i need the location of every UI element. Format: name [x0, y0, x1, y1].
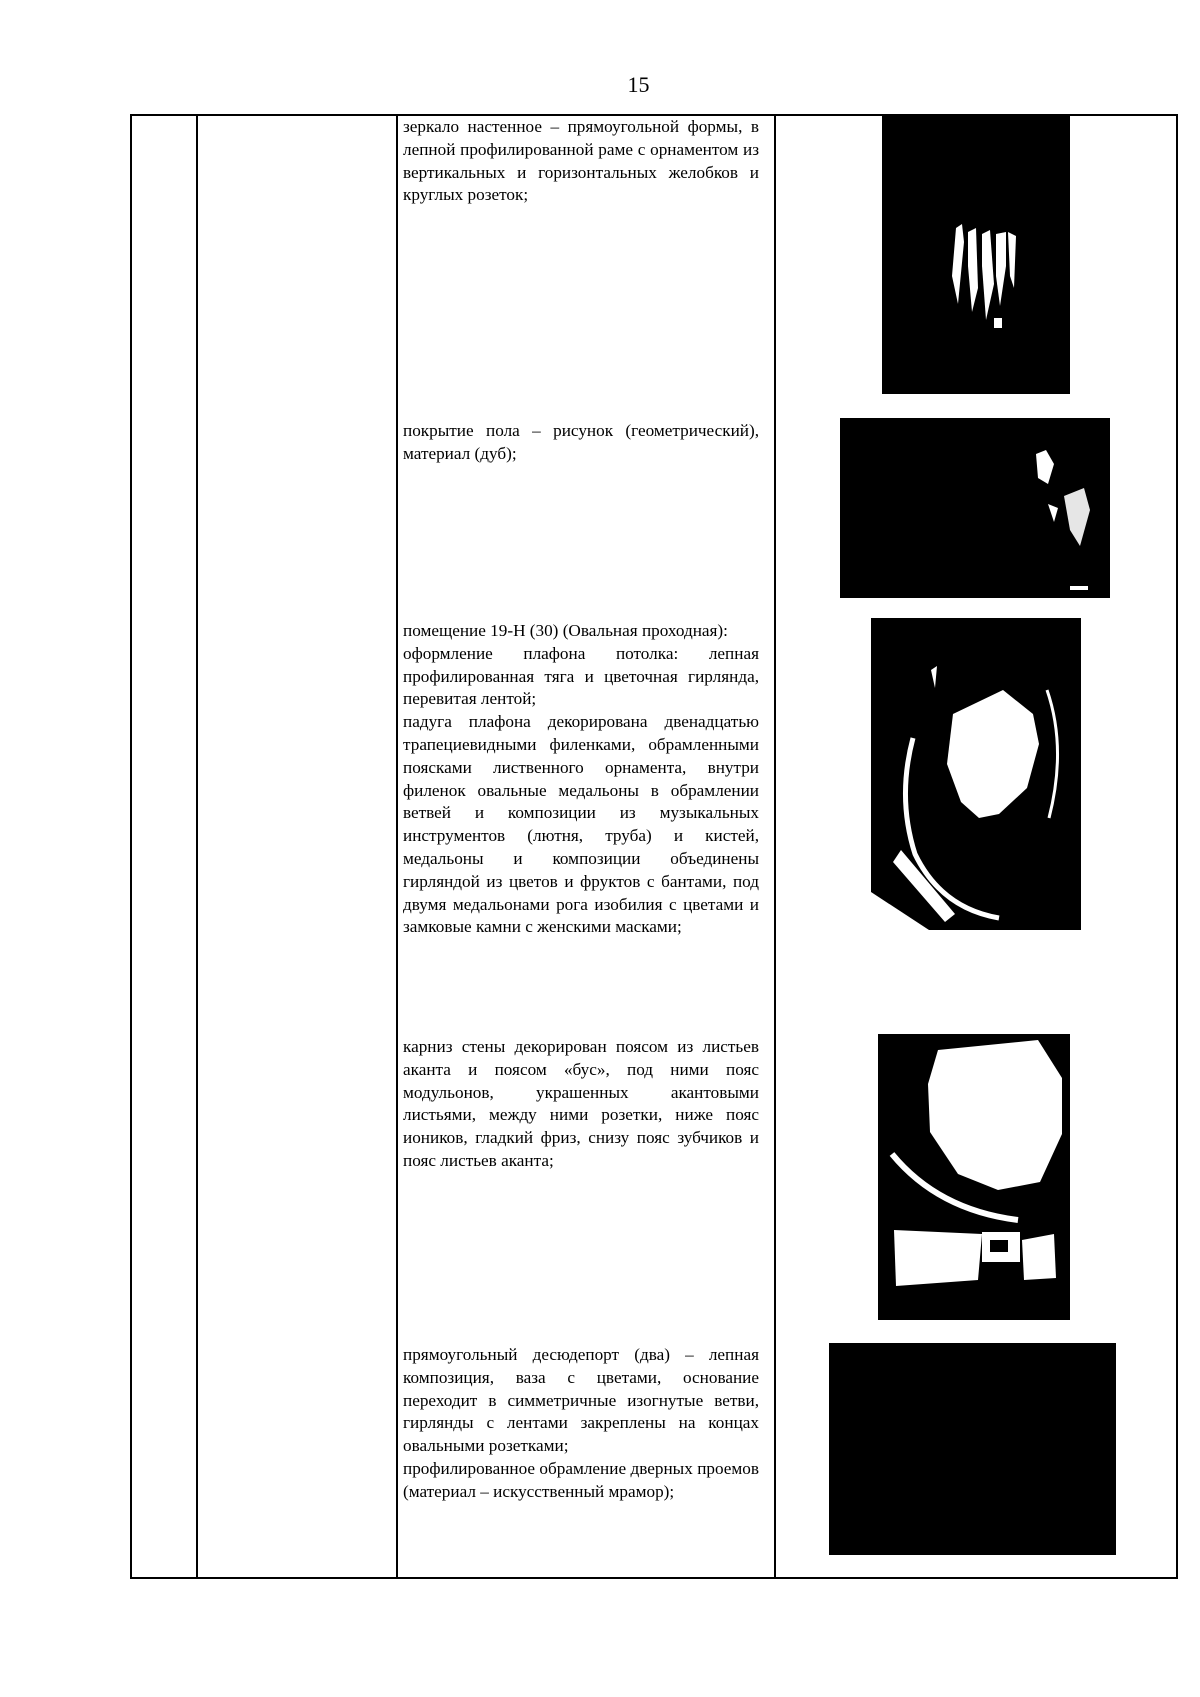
description-ceiling: [403, 620, 759, 939]
description-paragraph: профилированное обрамление дверных проемов (материал – искусственный мрамор);: [403, 1458, 759, 1501]
column-divider: [774, 116, 776, 1577]
description-mirror: [403, 116, 759, 207]
description-paragraph: карниз стены декорирован поясом из листьев аканта и поясом «бус», под ними пояс модульонов, украшенных акантовыми листьями, между ними розетки, ниже пояс иоников, гладкий фриз, снизу пояс зубчиков и пояс листьев аканта;: [403, 1037, 759, 1170]
description-cornice: [403, 1036, 759, 1173]
description-paragraph: оформление плафона потолка: лепная профилированная тяга и цветочная гирлянда, перевитая лентой;: [403, 643, 759, 709]
description-floor: [403, 420, 759, 466]
description-overdoor: [403, 1344, 759, 1504]
description-paragraph: зеркало настенное – прямоугольной формы, в лепной профилированной раме с орнаментом из вертикальных и горизонтальных желобков и круглых розеток;: [403, 117, 759, 205]
page-number: 15: [627, 72, 650, 97]
description-paragraph: помещение 19-Н (30) (Овальная проходная):: [403, 621, 728, 640]
mirror-photo: [882, 116, 1070, 394]
overdoor-photo: [829, 1343, 1116, 1555]
ceiling-photo: [871, 618, 1081, 930]
column-divider: [396, 116, 398, 1577]
floor-photo: [840, 418, 1110, 598]
column-divider: [196, 116, 198, 1577]
description-paragraph: покрытие пола – рисунок (геометрический), материал (дуб);: [403, 421, 759, 463]
cornice-photo: [878, 1034, 1070, 1320]
description-paragraph: падуга плафона декорирована двенадцатью трапециевидными филенками, обрамленными поясками лиственного орнамента, внутри филенок овальные медальоны в обрамлении ветвей и композиции из музыкальных инструментов (лютня, труба) и кистей, медальоны и композиции объединены гирляндой из цветов и фруктов с бантами, под двумя медальонами рога изобилия с цветами и замковые камни с женскими масками;: [403, 712, 759, 937]
description-paragraph: прямоугольный десюдепорт (два) – лепная композиция, ваза с цветами, основание переходит в симметричные изогнутые ветви, гирлянды с лентами закреплены на концах овальными розетками;: [403, 1345, 759, 1456]
